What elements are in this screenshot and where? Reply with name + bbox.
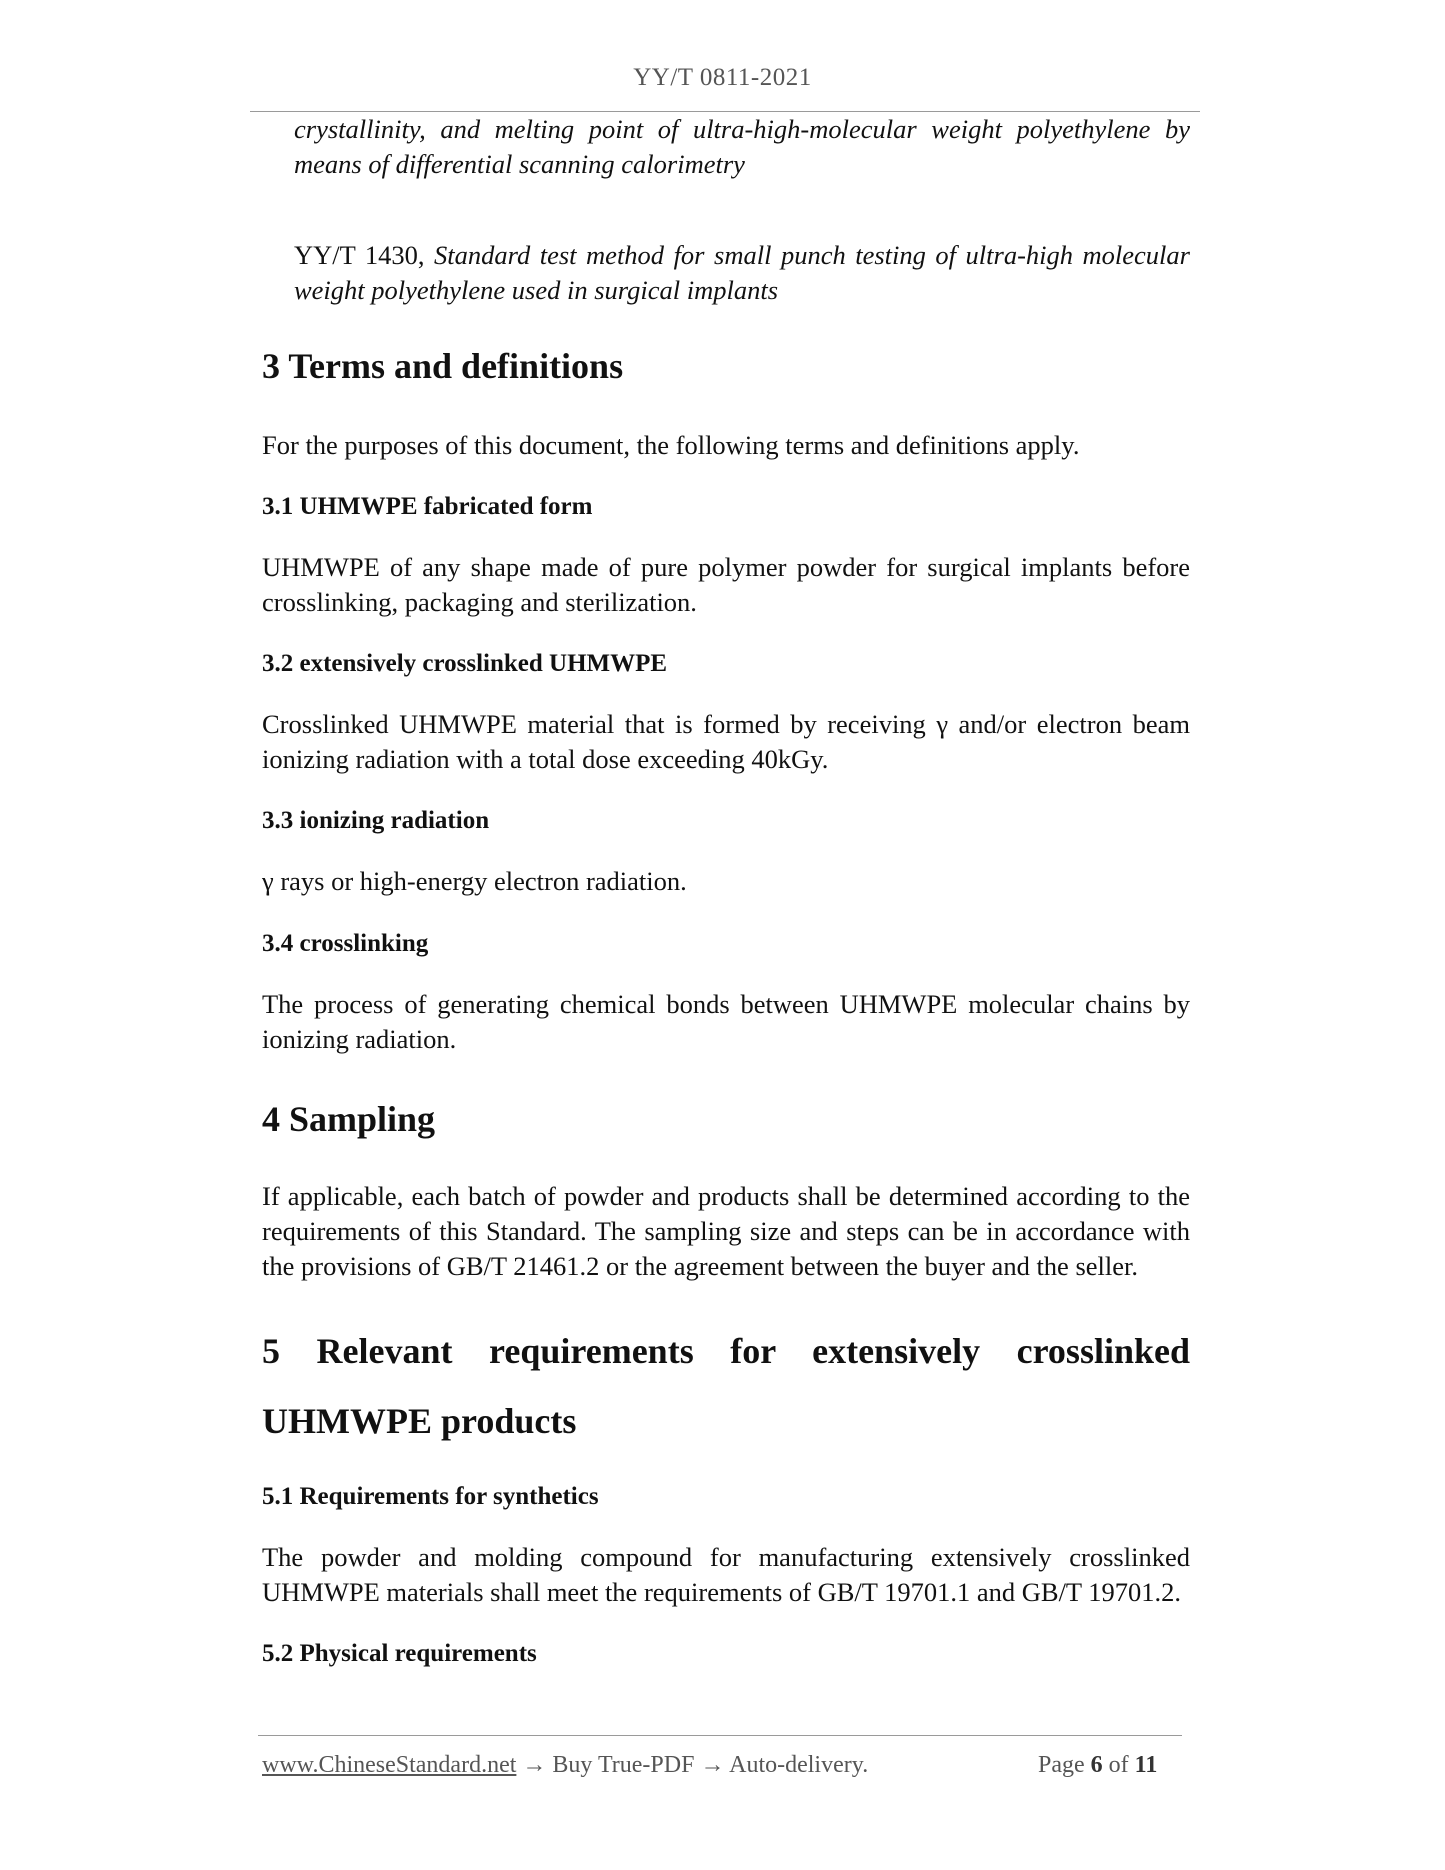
section-4-body: If applicable, each batch of powder and products shall be determined according to the requirements of this Standard. The sampling size and steps can be in accordance with the provisions of GB/T 21461.2 or the agreement between the buyer and the seller. [262,1181,1190,1281]
reference-title: Standard test method for small punch testing of ultra-high molecular weight polyethylene used in surgical implants [294,240,1190,305]
page-total: 11 [1134,1752,1158,1778]
section-5-1-title: 5.1 Requirements for synthetics [262,1483,599,1510]
reference-code: YY/T 1430, [294,240,435,270]
term-3-1-title: 3.1 UHMWPE fabricated form [262,493,593,520]
footer-promo [262,1752,868,1779]
page-of-label: of [1108,1752,1129,1778]
reference-continuation: crystallinity, and melting point of ultra-high-molecular weight polyethylene by means of differential scanning calorimetry [294,114,1190,179]
term-3-4-definition: The process of generating chemical bonds between UHMWPE molecular chains by ionizing radiation. [262,989,1190,1054]
page-current: 6 [1090,1752,1103,1778]
term-3-2-title: 3.2 extensively crosslinked UHMWPE [262,650,668,677]
section-5-2-title: 5.2 Physical requirements [262,1640,537,1667]
footer-page-number [1038,1752,1157,1779]
footer-divider [258,1735,1182,1736]
term-3-1-definition: UHMWPE of any shape made of pure polymer powder for surgical implants before crosslinking, packaging and sterilization. [262,552,1190,617]
term-3-4-title: 3.4 crosslinking [262,930,429,957]
term-3-2-definition: Crosslinked UHMWPE material that is formed by receiving γ and/or electron beam ionizing radiation with a total dose exceeding 40kGy. [262,709,1190,774]
term-3-3-title: 3.3 ionizing radiation [262,807,490,834]
page-header-doc-id: YY/T 0811-2021 [633,64,812,91]
footer-promo-text: → Buy True-PDF → Auto-delivery. [516,1752,869,1778]
reference-yyt-1430 [294,238,1190,308]
term-3-3-definition: γ rays or high-energy electron radiation. [262,866,687,896]
section-3-heading: 3 Terms and definitions [262,346,624,386]
section-5-heading: 5 Relevant requirements for extensively crosslinked UHMWPE products [262,1331,1190,1441]
footer-website-link[interactable]: www.ChineseStandard.net [262,1752,517,1778]
section-5-1-body: The powder and molding compound for manufacturing extensively crosslinked UHMWPE materials shall meet the requirements of GB/T 19701.1 and GB/T 19701.2. [262,1542,1190,1607]
section-3-intro: For the purposes of this document, the following terms and definitions apply. [262,430,1080,460]
section-4-heading: 4 Sampling [262,1099,436,1139]
page-label: Page [1038,1752,1085,1778]
